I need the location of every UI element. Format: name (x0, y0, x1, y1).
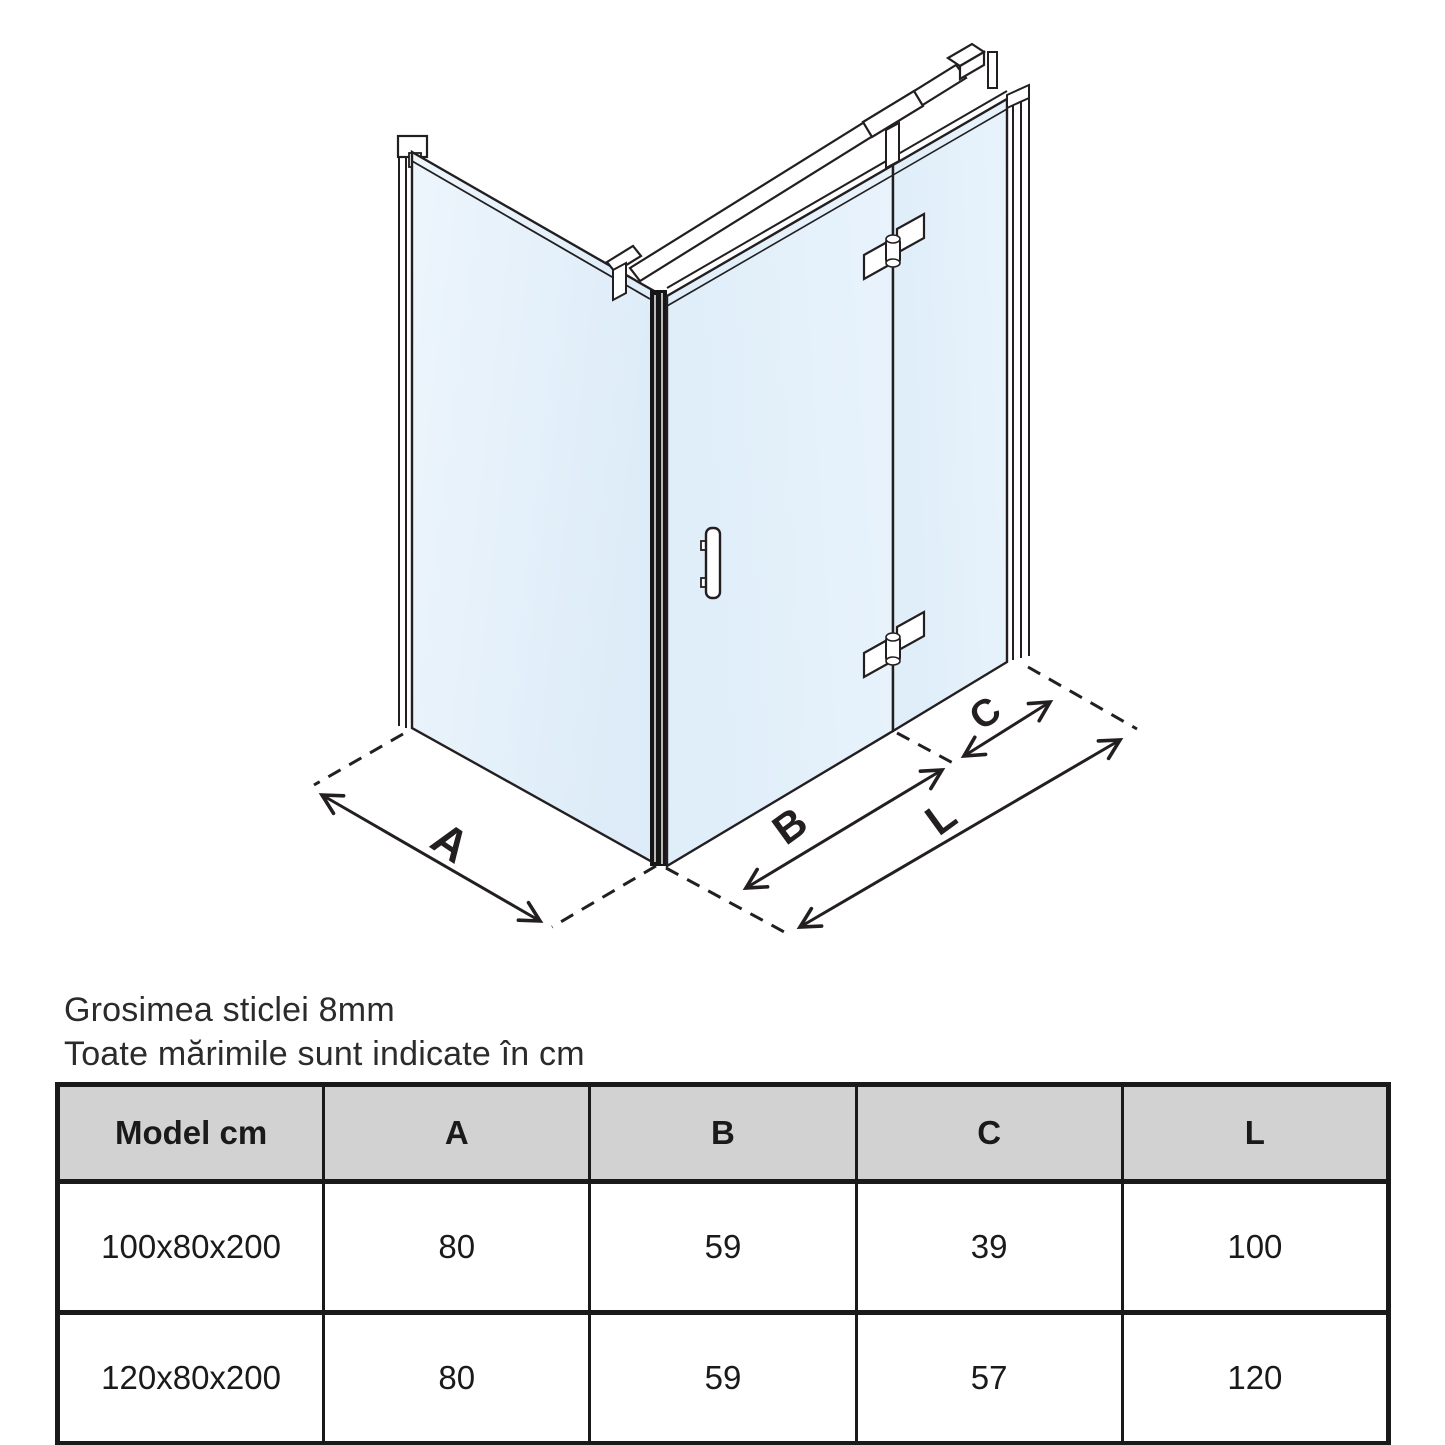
cell-b: 59 (590, 1313, 856, 1444)
header-model: Model cm (58, 1085, 324, 1182)
cell-b: 59 (590, 1182, 856, 1313)
cell-c: 39 (856, 1182, 1122, 1313)
dimension-c-label: C (962, 688, 1010, 739)
wall-bracket-top-right (988, 52, 997, 88)
header-b: B (590, 1085, 856, 1182)
dimensions-table (55, 1082, 1391, 1445)
header-c: C (856, 1085, 1122, 1182)
table-row (58, 1182, 1389, 1313)
header-l: L (1122, 1085, 1388, 1182)
notes (64, 988, 964, 1076)
door-panel-glass (667, 165, 893, 866)
cell-model: 100x80x200 (58, 1182, 324, 1313)
note-glass-thickness: Grosimea sticlei 8mm (64, 991, 395, 1029)
cell-model: 120x80x200 (58, 1313, 324, 1444)
header-a: A (324, 1085, 590, 1182)
cell-l: 100 (1122, 1182, 1388, 1313)
dimension-a-label: A (422, 811, 479, 874)
dimension-l-label: L (916, 791, 965, 845)
corner-post (650, 290, 667, 866)
table-row (58, 1313, 1389, 1444)
note-units: Toate mărimile sunt indicate în cm (64, 1035, 585, 1073)
cell-c: 57 (856, 1313, 1122, 1444)
cell-a: 80 (324, 1313, 590, 1444)
table-header-row (58, 1085, 1389, 1182)
dimension-l (800, 740, 1120, 927)
side-panel-glass (398, 136, 654, 863)
cell-a: 80 (324, 1182, 590, 1313)
cell-l: 120 (1122, 1313, 1388, 1444)
dimension-b-label: B (763, 797, 816, 854)
